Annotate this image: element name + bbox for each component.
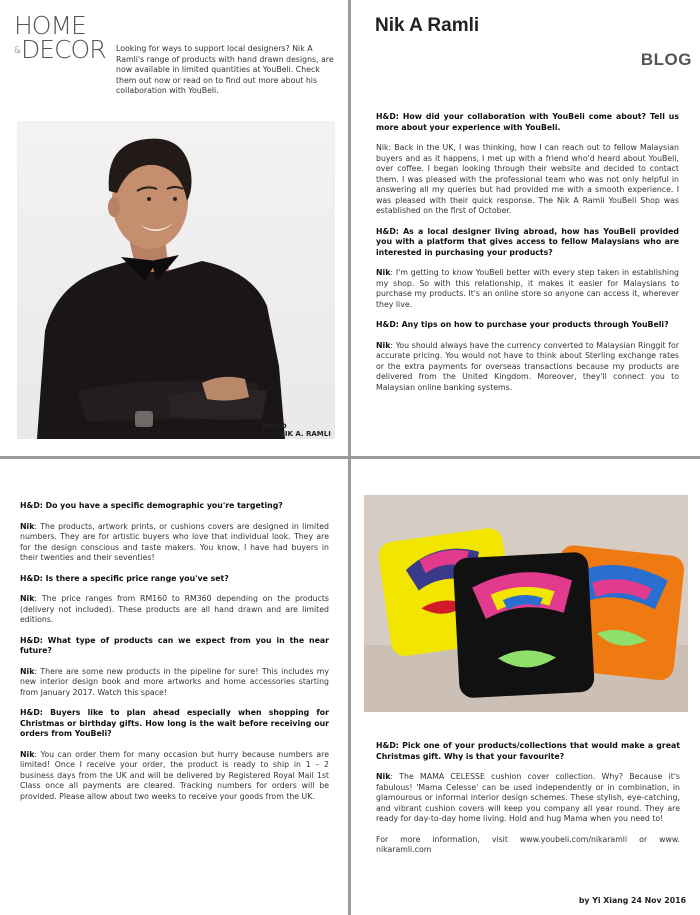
question: H&D: Pick one of your products/collections that would make a great Christmas gift. Why is that your favourite?	[376, 741, 680, 761]
answer: Nik: The MAMA CELESSE cushion cover collection. Why? Because it's fabulous! 'Mama Celesse' can be used independently or in combination, in glamourous or informal interior design schemes. These stylish, eye-catching, and vibrant cushion covers will keep you company all year round. They are ready for day-to-day home living. Hold and hug Mama when you need to!	[376, 772, 680, 823]
interview-column-product	[376, 741, 680, 866]
speaker: Nik	[20, 666, 35, 676]
top-right-panel	[351, 0, 700, 457]
designer-name-heading: Nik A Ramli	[375, 15, 480, 36]
speaker: Nik	[376, 772, 391, 781]
speaker: Nik	[20, 594, 35, 603]
section-label: BLOG	[640, 50, 692, 69]
question: H&D: Buyers like to plan ahead especially when shopping for Christmas or birthday gifts. How long is the wait before receiving our orders from YouBeli?	[20, 708, 329, 738]
answer: Nik: Back in the UK, I was thinking, how I can reach out to fellow Malaysian buyers and as it happens, I met up with a friend who'd heard about YouBeli, over coffee. I began looking through their website and decided to contact them. I was pleased with the professional team who was not only helpful in answering all my queries but had provided me with a smooth experience. I was pleased with their quick response. The Nik A Ramli YouBeli Shop was established on the first of October.	[376, 143, 679, 215]
speaker: Nik	[376, 340, 391, 350]
speaker: Nik	[376, 268, 391, 277]
home-decor-logo	[14, 11, 106, 64]
top-left-panel	[0, 0, 349, 457]
question: H&D: How did your collaboration with YouBeli come about? Tell us more about your experience with YouBeli.	[376, 112, 679, 132]
answer: Nik: You should always have the currency converted to Malaysian Ringgit for accurate pricing. You would not have to think about Sterling exchange rates or the extra payments for overseas transactions because my products are delivered from the United Kingdom. Moreover, they'll connect you to Malaysian online banking systems.	[376, 340, 679, 392]
answer: Nik: You can order them for many occasion but hurry because numbers are limited! Once I receive your order, the product is ready to ship in 1 – 2 business days from the UK and will be delivered by Registered Royal Mail 1st Class once all payments are cleared. Tracking numbers for orders will be provided. Please allow about two weeks to receive your goods from the UK.	[20, 749, 329, 801]
speaker: Nik	[20, 521, 35, 531]
answer: Nik: The products, artwork prints, or cushions covers are designed in limited numbers. They are for artistic buyers who love that individual look. They are for the design conscious and taste makers. You know, I have had buyers in their twenties and their seventies!	[20, 521, 329, 562]
question: H&D: As a local designer living abroad, how has YouBeli provided you with a platform that gives access to fellow Malaysians who are interested in purchasing your products?	[376, 226, 679, 257]
photo-credit-name: NIK A. RAMLI	[279, 430, 331, 438]
photo-credit-label: photo	[262, 421, 287, 430]
answer: Nik: The price ranges from RM160 to RM360 depending on the products (delivery not included). These products are all hand drawn and are limited editions.	[20, 594, 329, 624]
more-info-text: For more information, visit www.youbeli.com/nikaramli or www. nikaramli.com	[376, 834, 680, 854]
question: H&D: Is there a specific price range you've set?	[20, 573, 229, 583]
designer-portrait	[17, 121, 335, 439]
cushion-illustration	[364, 495, 688, 712]
logo-line2: DECOR	[21, 35, 106, 64]
logo-line1: HOME	[14, 11, 86, 40]
speaker: Nik	[20, 749, 35, 759]
portrait-illustration	[17, 121, 335, 439]
intro-text: Looking for ways to support local designers? Nik A Ramli's range of products with hand drawn designs, are now available in limited quantities at YouBeli. Check them out now or read on to find out more about his collaboration with YouBeli.	[116, 44, 334, 96]
question: H&D: Do you have a specific demographic you're targeting?	[20, 501, 283, 510]
answer: Nik: There are some new products in the pipeline for sure! This includes my new interior design book and more artworks and home accessories starting from January 2017. Watch this space!	[20, 666, 329, 697]
bottom-left-panel	[0, 459, 349, 915]
question: H&D: Any tips on how to purchase your products through YouBeli?	[376, 320, 669, 329]
logo-amp: &	[14, 46, 22, 56]
question: H&D: What type of products can we expect from you in the near future?	[20, 635, 329, 655]
interview-column-right	[376, 112, 679, 403]
byline: by Yi Xiang 24 Nov 2016	[578, 896, 686, 905]
interview-column-left	[20, 501, 329, 812]
answer: Nik: I'm getting to know YouBeli better with every step taken in establishing my shop. So with this relationship, it makes it easier for Malaysians to purchase my products. It's an online store so anyone can access it, wherever they live.	[376, 268, 679, 309]
cushion-product-photo	[364, 495, 688, 712]
bottom-right-panel	[351, 459, 700, 915]
